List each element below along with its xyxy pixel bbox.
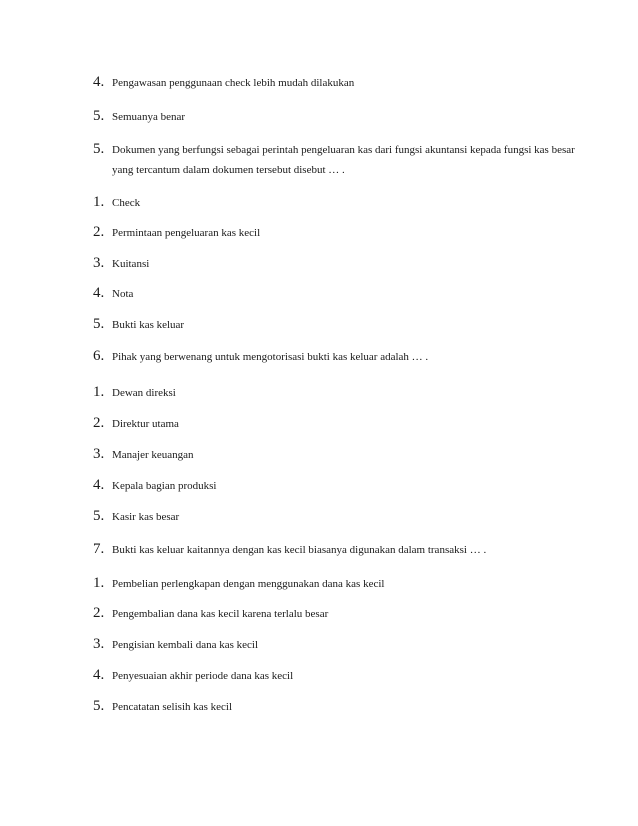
item-number: 5. [93,508,105,524]
item-number: 6. [93,348,105,364]
item-number: 1. [93,194,105,210]
question-text: Pihak yang berwenang untuk mengotorisasi bukti kas keluar adalah … . [112,351,429,363]
question-text: Dokumen yang berfungsi sebagai perintah pengeluaran kas dari fungsi akuntansi kepada fungsi kas besar [112,144,575,156]
list-item [93,315,578,334]
item-number: 2. [93,605,105,621]
item-text: Pengembalian dana kas kecil karena terlalu besar [112,608,329,620]
item-text: Manajer keuangan [112,449,194,461]
item-number: 4. [93,285,105,301]
item-text: Dewan direksi [112,387,176,399]
item-number: 7. [93,541,105,557]
list-item [93,604,578,623]
list-item [93,476,578,495]
item-number: 3. [93,636,105,652]
item-text: Pencatatan selisih kas kecil [112,701,233,713]
item-number: 4. [93,74,105,90]
item-number: 4. [93,667,105,683]
list-item [93,193,578,212]
item-number: 4. [93,477,105,493]
item-number: 5. [93,698,105,714]
item-number: 5. [93,108,105,124]
item-number: 3. [93,446,105,462]
item-number: 1. [93,384,105,400]
item-text: Nota [112,288,134,300]
item-number: 2. [93,224,105,240]
item-text: Kuitansi [112,258,150,270]
item-text: Direktur utama [112,418,179,430]
question-text: Bukti kas keluar kaitannya dengan kas kecil biasanya digunakan dalam transaksi … . [112,544,487,556]
item-text: Semuanya benar [112,111,185,123]
list-item [93,635,578,654]
item-text: Bukti kas keluar [112,319,185,331]
list-item [93,507,578,526]
item-number: 3. [93,255,105,271]
item-text: Kepala bagian produksi [112,480,217,492]
list-item [93,223,578,242]
list-item [93,383,578,402]
item-text: Pengawasan penggunaan check lebih mudah dilakukan [112,77,355,89]
item-number: 5. [93,141,105,157]
question-item [93,140,578,159]
item-number: 1. [93,575,105,591]
item-text: Kasir kas besar [112,511,180,523]
item-text: Check [112,197,141,209]
list-item [93,414,578,433]
item-text: Penyesuaian akhir periode dana kas kecil [112,670,294,682]
item-text: Permintaan pengeluaran kas kecil [112,227,261,239]
list-item [93,445,578,464]
question-item [93,540,578,559]
list-item [93,254,578,273]
item-text: Pembelian perlengkapan dengan menggunakan dana kas kecil [112,578,385,590]
question-item [93,347,578,366]
item-number: 5. [93,316,105,332]
list-item [93,574,578,593]
question-text-continuation: yang tercantum dalam dokumen tersebut disebut … . [112,164,345,176]
item-number: 2. [93,415,105,431]
list-item [93,666,578,685]
list-item [93,284,578,303]
list-item [93,697,578,716]
list-item [93,73,578,92]
item-text: Pengisian kembali dana kas kecil [112,639,259,651]
list-item [93,107,578,126]
